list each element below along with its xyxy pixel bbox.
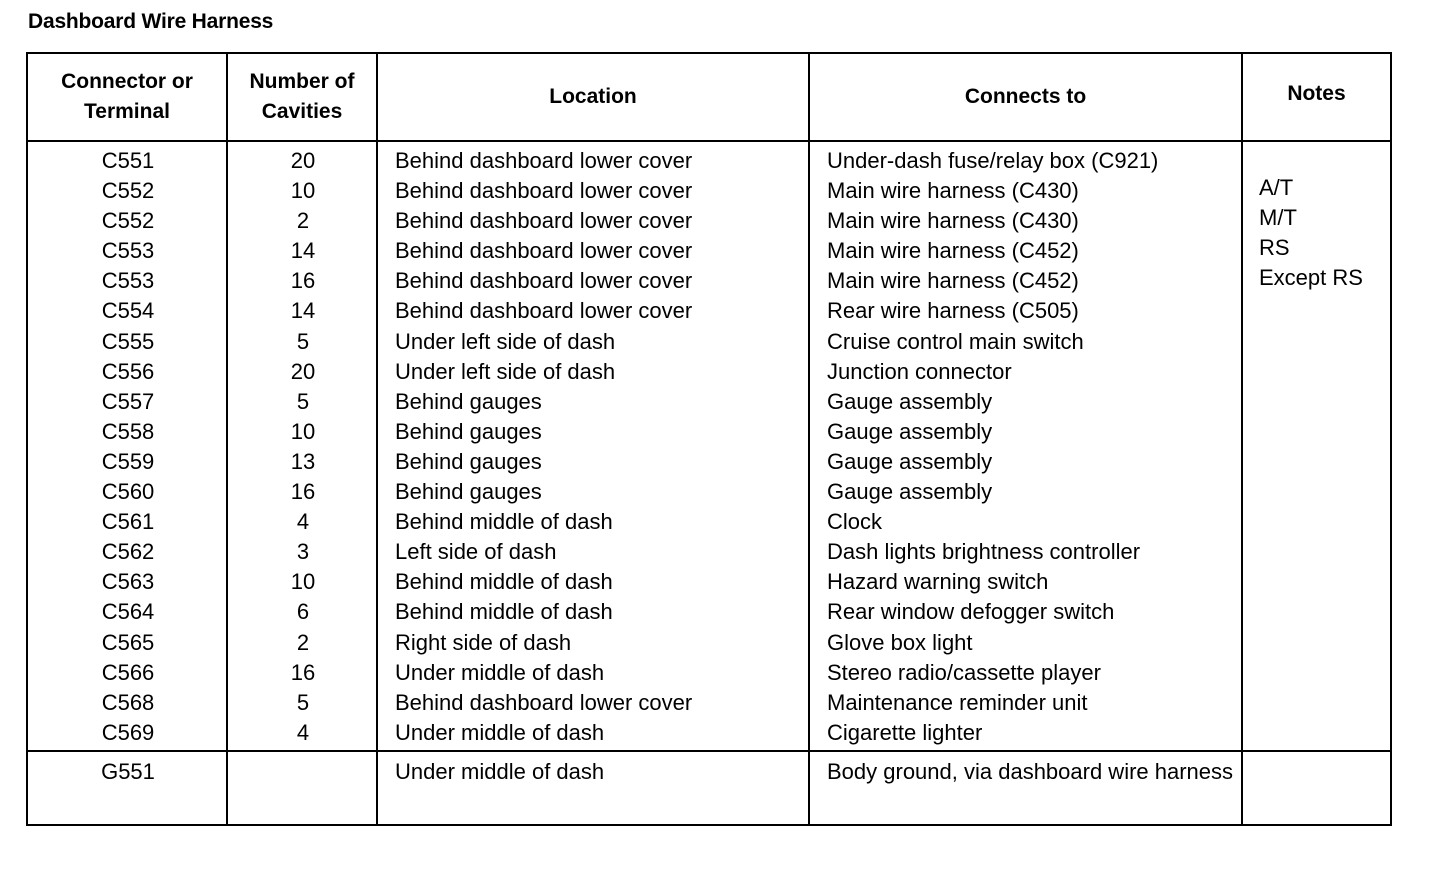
- header-notes-label: Notes: [1287, 82, 1346, 105]
- note-item: RS: [1259, 235, 1290, 260]
- table-row: [28, 477, 1390, 507]
- ground-cavities: [228, 757, 378, 787]
- row-cavities: 13: [290, 448, 316, 474]
- row-connector: C553: [101, 268, 155, 294]
- table-row: [28, 146, 1390, 176]
- row-cavities: 16: [290, 268, 316, 294]
- row-connector: C559: [101, 448, 155, 474]
- row-cavities: 14: [290, 298, 316, 324]
- row-location: Behind dashboard lower cover: [395, 689, 693, 715]
- note-item: Except RS: [1259, 265, 1363, 290]
- header-cavities: [228, 54, 376, 140]
- row-location: Behind dashboard lower cover: [395, 298, 693, 324]
- row-connector: C555: [101, 328, 155, 354]
- table-row: [28, 537, 1390, 567]
- row-connector: C557: [101, 388, 155, 414]
- row-cavities: 10: [290, 418, 316, 444]
- row-connector: C551: [101, 148, 155, 173]
- row-cavities: 6: [296, 599, 310, 625]
- row-connector: C568: [101, 689, 155, 715]
- header-connector: [28, 54, 226, 140]
- row-connector: C563: [101, 569, 155, 595]
- notes-column: [1259, 173, 1363, 293]
- table-row: [28, 718, 1390, 748]
- row-location: Behind dashboard lower cover: [395, 178, 693, 204]
- header-location: [378, 54, 808, 140]
- row-cavities: 3: [296, 539, 310, 565]
- row-cavities: 4: [296, 509, 310, 535]
- row-connects-to: Gauge assembly: [827, 448, 993, 474]
- row-connects-to: Junction connector: [827, 358, 1012, 384]
- note-item: A/T: [1259, 175, 1294, 200]
- table-row: [28, 206, 1390, 236]
- row-connects-to: Dash lights brightness controller: [827, 539, 1141, 565]
- row-location: Behind dashboard lower cover: [395, 208, 693, 234]
- table-row: [28, 387, 1390, 417]
- row-connector: C560: [101, 479, 155, 505]
- row-connector: C561: [101, 509, 155, 535]
- row-connector: C562: [101, 539, 155, 565]
- header-connects-to-label: Connects to: [964, 85, 1087, 108]
- row-connects-to: Cigarette lighter: [827, 719, 983, 745]
- row-connects-to: Rear window defogger switch: [827, 599, 1115, 625]
- header-connector-line2: Terminal: [84, 100, 170, 123]
- table-row: [28, 567, 1390, 597]
- row-connector: C552: [101, 208, 155, 234]
- table-row: [28, 327, 1390, 357]
- row-connector: C558: [101, 418, 155, 444]
- header-location-label: Location: [549, 85, 637, 108]
- row-cavities: 5: [296, 388, 310, 414]
- header-cavities-line1: Number of: [249, 70, 355, 93]
- row-location: Behind dashboard lower cover: [395, 268, 693, 294]
- row-connector: C566: [101, 659, 155, 685]
- table-row: [28, 296, 1390, 326]
- row-cavities: 2: [296, 629, 310, 655]
- row-location: Behind gauges: [395, 448, 542, 474]
- row-location: Behind middle of dash: [395, 569, 613, 595]
- row-cavities: 16: [290, 479, 316, 505]
- row-location: Behind gauges: [395, 388, 542, 414]
- table-row: [28, 658, 1390, 688]
- table-row: [28, 176, 1390, 206]
- row-connects-to: Main wire harness (C452): [827, 268, 1079, 294]
- row-location: Behind gauges: [395, 479, 542, 505]
- row-connector: C552: [101, 178, 155, 204]
- row-connects-to: Gauge assembly: [827, 388, 993, 414]
- row-location: Behind gauges: [395, 418, 542, 444]
- ground-connects-to: Body ground, via dashboard wire harness: [827, 759, 1234, 784]
- ground-connector: G551: [101, 759, 155, 784]
- page-title: Dashboard Wire Harness: [28, 10, 274, 33]
- row-connector: C564: [101, 599, 155, 625]
- table-body: [28, 146, 1390, 748]
- row-connects-to: Hazard warning switch: [827, 569, 1049, 595]
- row-location: Left side of dash: [395, 539, 557, 565]
- harness-table: [26, 52, 1392, 826]
- row-connects-to: Cruise control main switch: [827, 328, 1084, 354]
- row-location: Behind middle of dash: [395, 509, 613, 535]
- ground-location: Under middle of dash: [395, 759, 605, 784]
- row-cavities: 14: [290, 238, 316, 264]
- row-cavities: 20: [290, 148, 316, 173]
- note-item: M/T: [1259, 205, 1297, 230]
- row-cavities: 2: [296, 208, 310, 234]
- row-connects-to: Gauge assembly: [827, 479, 993, 505]
- table-row: [28, 507, 1390, 537]
- ground-divider: [28, 750, 1390, 752]
- row-connector: C569: [101, 719, 155, 745]
- row-connects-to: Main wire harness (C430): [827, 208, 1079, 234]
- row-cavities: 5: [296, 328, 310, 354]
- row-cavities: 20: [290, 358, 316, 384]
- header-connector-line1: Connector or: [61, 70, 193, 93]
- row-connects-to: Main wire harness (C430): [827, 178, 1079, 204]
- header-cavities-line2: Cavities: [261, 100, 343, 123]
- row-connects-to: Rear wire harness (C505): [827, 298, 1079, 324]
- row-connector: C556: [101, 358, 155, 384]
- row-location: Under middle of dash: [395, 659, 605, 685]
- row-location: Under left side of dash: [395, 358, 616, 384]
- row-cavities: 10: [290, 569, 316, 595]
- header-divider: [28, 140, 1390, 142]
- row-connects-to: Gauge assembly: [827, 418, 993, 444]
- row-location: Right side of dash: [395, 629, 572, 655]
- row-connector: C554: [101, 298, 155, 324]
- table-row: [28, 688, 1390, 718]
- row-location: Behind dashboard lower cover: [395, 238, 693, 264]
- header-connects-to: [810, 54, 1241, 140]
- row-location: Behind middle of dash: [395, 599, 613, 625]
- row-location: Under middle of dash: [395, 719, 605, 745]
- table-row: [28, 357, 1390, 387]
- row-connects-to: Clock: [827, 509, 883, 535]
- row-connects-to: Under-dash fuse/relay box (C921): [827, 148, 1159, 173]
- row-connects-to: Maintenance reminder unit: [827, 689, 1088, 715]
- row-cavities: 5: [296, 689, 310, 715]
- table-row: [28, 266, 1390, 296]
- row-cavities: 16: [290, 659, 316, 685]
- row-connects-to: Stereo radio/cassette player: [827, 659, 1101, 685]
- row-connects-to: Glove box light: [827, 629, 973, 655]
- table-row: [28, 236, 1390, 266]
- row-connects-to: Main wire harness (C452): [827, 238, 1079, 264]
- table-row: [28, 417, 1390, 447]
- row-connector: C553: [101, 238, 155, 264]
- row-connector: C565: [101, 629, 155, 655]
- row-cavities: 4: [296, 719, 310, 745]
- row-location: Behind dashboard lower cover: [395, 148, 693, 173]
- table-row: [28, 597, 1390, 627]
- row-location: Under left side of dash: [395, 328, 616, 354]
- row-cavities: 10: [290, 178, 316, 204]
- header-notes: [1243, 54, 1390, 134]
- table-row: [28, 628, 1390, 658]
- table-row: [28, 447, 1390, 477]
